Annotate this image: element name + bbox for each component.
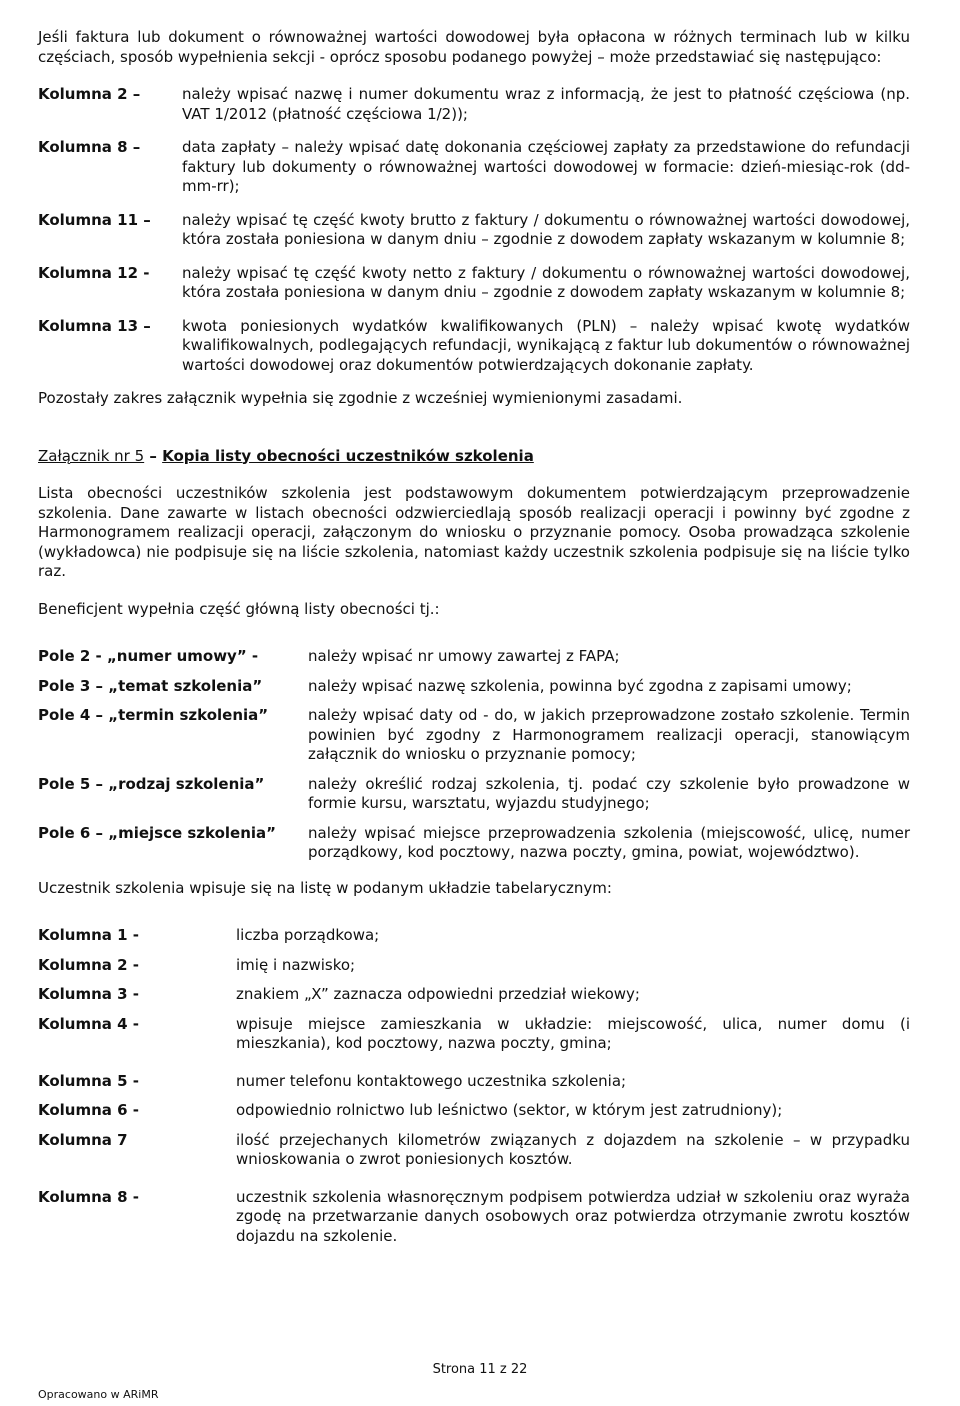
column-desc: uczestnik szkolenia własnoręcznym podpisem potwierdza udział w szkoleniu oraz wyraża zgodę na przetwarzanie danych osobowych oraz potwierdza otrzymanie zwrotu kosztów dojazdu na szkolenie. [236, 1187, 910, 1245]
intro-paragraph: Jeśli faktura lub dokument o równoważnej wartości dowodowej była opłacona w różnych terminach lub w kilku częściach, sposób wypełnienia sekcji - oprócz sposobu podanego powyżej – może przedstawiać się następująco: [38, 28, 910, 66]
column-desc: znakiem „X” zaznacza odpowiedni przedział wiekowy; [236, 985, 640, 1003]
page-number: Strona 11 z 22 [432, 1362, 528, 1377]
fields-list [38, 647, 910, 863]
field-desc: należy określić rodzaj szkolenia, tj. podać czy szkolenie było prowadzone w formie kursu, warsztatu, wyjazdu studyjnego; [308, 774, 910, 812]
section-prefix: Załącznik nr 5 [38, 446, 145, 465]
document-page [38, 28, 910, 1246]
list-item [38, 1015, 910, 1054]
column-desc: kwota poniesionych wydatków kwalifikowanych (PLN) – należy wpisać kwotę wydatków kwalifikowalnych, podlegających refundacji, wynikającą z faktur lub dokumentów o równoważnej wartości dowodowej oraz dokumentów potwierdzających dokonanie zapłaty. [182, 316, 910, 374]
list-item [38, 1131, 910, 1170]
field-term: Pole 2 - „numer umowy” - [38, 647, 259, 665]
column-term: Kolumna 12 - [38, 263, 150, 282]
list-item [38, 138, 910, 197]
column-term: Kolumna 7 [38, 1130, 128, 1149]
column-term: Kolumna 3 - [38, 985, 140, 1003]
list-item [38, 926, 910, 946]
column-term: Kolumna 4 - [38, 1014, 140, 1033]
field-desc: należy wpisać miejsce przeprowadzenia szkolenia (miejscowość, ulicę, numer porządkowy, kod pocztowy, nazwa poczty, gmina, powiat, województwo). [308, 823, 910, 861]
field-term: Pole 6 – „miejsce szkolenia” [38, 823, 277, 842]
field-desc: należy wpisać nr umowy zawartej z FAPA; [308, 647, 620, 665]
list-item [38, 647, 910, 667]
list-item [38, 1101, 910, 1121]
beneficiary-paragraph: Beneficjent wypełnia część główną listy obecności tj.: [38, 599, 440, 618]
list-item [38, 211, 910, 250]
section-title: Kopia listy obecności uczestników szkolenia [162, 446, 534, 465]
columns-a-list [38, 85, 910, 375]
list-item [38, 956, 910, 976]
column-desc: wpisuje miejsce zamieszkania w układzie: miejscowość, ulica, numer domu (i mieszkania), kod pocztowy, nazwa poczty, gmina; [236, 1014, 910, 1052]
column-term: Kolumna 8 – [38, 138, 141, 156]
field-desc: należy wpisać nazwę szkolenia, powinna być zgodna z zapisami umowy; [308, 676, 852, 695]
remaining-paragraph: Pozostały zakres załącznik wypełnia się zgodnie z wcześniej wymienionymi zasadami. [38, 389, 683, 407]
column-desc: odpowiednio rolnictwo lub leśnictwo (sektor, w którym jest zatrudniony); [236, 1101, 783, 1119]
list-item [38, 85, 910, 124]
column-desc: należy wpisać nazwę i numer dokumentu wraz z informacją, że jest to płatność częściowa (np. VAT 1/2012 (płatność częściowa 1/2)); [182, 85, 910, 123]
list-item [38, 824, 910, 863]
column-term: Kolumna 13 – [38, 316, 151, 335]
column-term: Kolumna 8 - [38, 1187, 140, 1206]
column-desc: należy wpisać tę część kwoty netto z faktury / dokumentu o równoważnej wartości dowodowej, która została poniesiona w danym dniu – zgodnie z dowodem zapłaty wskazanym w kolumnie 8; [182, 263, 910, 301]
column-desc: należy wpisać tę część kwoty brutto z faktury / dokumentu o równoważnej wartości dowodowej, która została poniesiona w danym dniu – zgodnie z dowodem zapłaty wskazanym w kolumnie 8; [182, 210, 910, 248]
field-term: Pole 3 – „temat szkolenia” [38, 676, 263, 695]
columns-b-list [38, 926, 910, 1246]
list-item [38, 264, 910, 303]
participant-paragraph: Uczestnik szkolenia wpisuje się na listę w podanym układzie tabelarycznym: [38, 878, 612, 897]
column-term: Kolumna 1 - [38, 926, 140, 944]
column-term: Kolumna 2 - [38, 955, 140, 974]
section-paragraph: Lista obecności uczestników szkolenia jest podstawowym dokumentem potwierdzającym przeprowadzenie szkolenia. Dane zawarte w listach obecności odzwierciedlają sposób realizacji operacji i powinny być zgodne z Harmonogramem realizacji operacji, załączonym do wniosku o przyznanie pomocy. Osoba prowadząca szkolenie (wykładowca) nie podpisuje się na liście szkolenia, natomiast każdy uczestnik szkolenia podpisuje się na liście tylko raz. [38, 484, 910, 580]
prepared-by: Opracowano w ARiMR [38, 1388, 159, 1401]
section-heading [38, 447, 910, 467]
field-term: Pole 4 – „termin szkolenia” [38, 706, 269, 724]
column-term: Kolumna 5 - [38, 1071, 140, 1090]
column-desc: numer telefonu kontaktowego uczestnika szkolenia; [236, 1071, 627, 1090]
list-item [38, 775, 910, 814]
column-term: Kolumna 6 - [38, 1101, 140, 1119]
field-desc: należy wpisać daty od - do, w jakich przeprowadzone zostało szkolenie. Termin powinien być zgodny z Harmonogramem realizacji operacji, stanowiącym załącznik do wniosku o przyznanie pomocy; [308, 706, 910, 763]
list-item [38, 985, 910, 1005]
column-desc: data zapłaty – należy wpisać datę dokonania częściowej zapłaty za przedstawione do refundacji faktury lub dokumenty o równoważnej wartości dowodowej w formacie: dzień-miesiąc-rok (dd-mm-rr); [182, 138, 910, 195]
column-desc: ilość przejechanych kilometrów związanych z dojazdem na szkolenie – w przypadku wnioskowania o zwrot poniesionych kosztów. [236, 1130, 910, 1168]
column-term: Kolumna 11 – [38, 210, 151, 229]
list-item [38, 317, 910, 376]
list-item [38, 706, 910, 765]
section-dash: – [144, 446, 163, 465]
field-term: Pole 5 – „rodzaj szkolenia” [38, 774, 265, 793]
list-item [38, 677, 910, 697]
column-desc: liczba porządkowa; [236, 926, 380, 944]
list-item [38, 1188, 910, 1247]
column-term: Kolumna 2 – [38, 85, 141, 103]
list-item [38, 1072, 910, 1092]
column-desc: imię i nazwisko; [236, 955, 356, 974]
